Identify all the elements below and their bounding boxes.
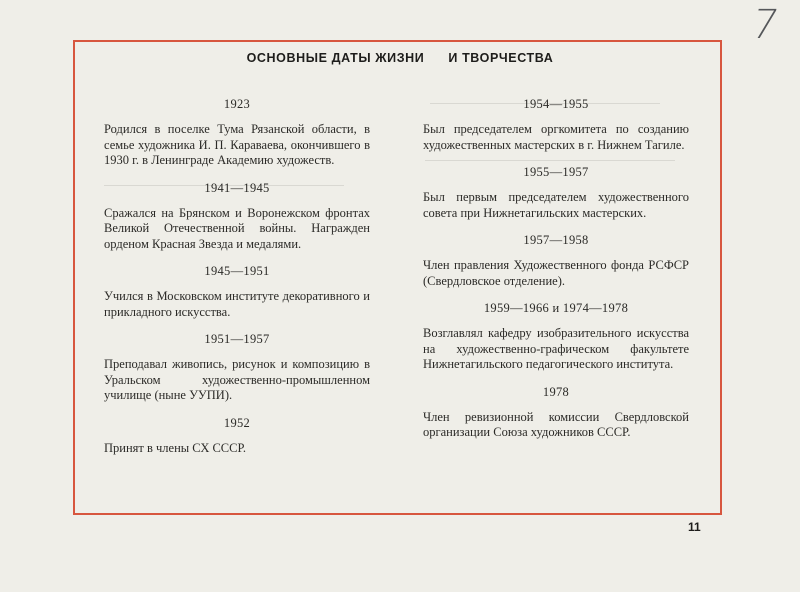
- entry-text: Родился в поселке Тума Рязанской области, в семье художника И. П. Караваева, окончившего в 1930 г. в Ленинграде Академию художеств.: [104, 122, 370, 167]
- entry-year: 1941—1945: [204, 180, 270, 195]
- page-number: 11: [688, 520, 701, 534]
- page-title: [0, 51, 800, 65]
- entry-year: 1955—1957: [523, 165, 589, 179]
- timeline-entry: [104, 416, 370, 457]
- title-part-1: ОСНОВНЫЕ ДАТЫ ЖИЗНИ: [246, 51, 425, 65]
- timeline-entry: [104, 181, 370, 253]
- timeline-entry: [104, 97, 370, 169]
- timeline-entry: [423, 233, 689, 289]
- entry-year: 1959—1966 и 1974—1978: [483, 301, 629, 315]
- entry-text: Был председателем оргкомитета по созданию художественных мастерских в г. Нижнем Тагиле.: [423, 122, 689, 152]
- entry-text: Член ревизионной комиссии Свердловской организации Союза художников СССР.: [423, 409, 689, 439]
- entry-year: 1945—1951: [204, 264, 270, 278]
- timeline-entry: [104, 264, 370, 320]
- handwritten-page-mark: 7: [747, 2, 783, 48]
- timeline-entry: [423, 97, 689, 153]
- entry-text: Преподавал живопись, рисунок и композицию в Уральском художественно-промышленном училище (ныне УУПИ).: [104, 357, 370, 402]
- entry-year: 1952: [223, 415, 251, 430]
- entry-year: 1951—1957: [204, 332, 270, 346]
- entry-year: 1978: [542, 384, 570, 399]
- title-part-2: И ТВОРЧЕСТВА: [448, 51, 554, 65]
- entry-text: Сражался на Брянском и Воронежском фронтах Великой Отечественной войны. Награжден орденом Красная Звезда и медалями.: [104, 205, 370, 251]
- entry-text: Учился в Московском институте декоративного и прикладного искусства.: [104, 289, 370, 319]
- left-column: [104, 97, 370, 456]
- entry-year: 1957—1958: [523, 233, 589, 247]
- entry-text: Был первым председателем художественного совета при Нижнетагильских мастерских.: [423, 190, 689, 220]
- timeline-entry: [423, 301, 689, 373]
- entry-text: Член правления Художественного фонда РСФСР (Свердловское отделение).: [423, 258, 689, 288]
- entry-year: 1954—1955: [523, 97, 589, 111]
- entry-text: Возглавлял кафедру изобразительного искусства на художественно-графическом факультете Нижнетагильского педагогического института.: [423, 326, 689, 371]
- timeline-entry: [423, 385, 689, 441]
- right-column: [423, 97, 689, 441]
- timeline-entry: [104, 332, 370, 404]
- timeline-entry: [423, 165, 689, 221]
- entry-text: Принят в члены СХ СССР.: [104, 440, 246, 455]
- entry-year: 1923: [223, 97, 251, 111]
